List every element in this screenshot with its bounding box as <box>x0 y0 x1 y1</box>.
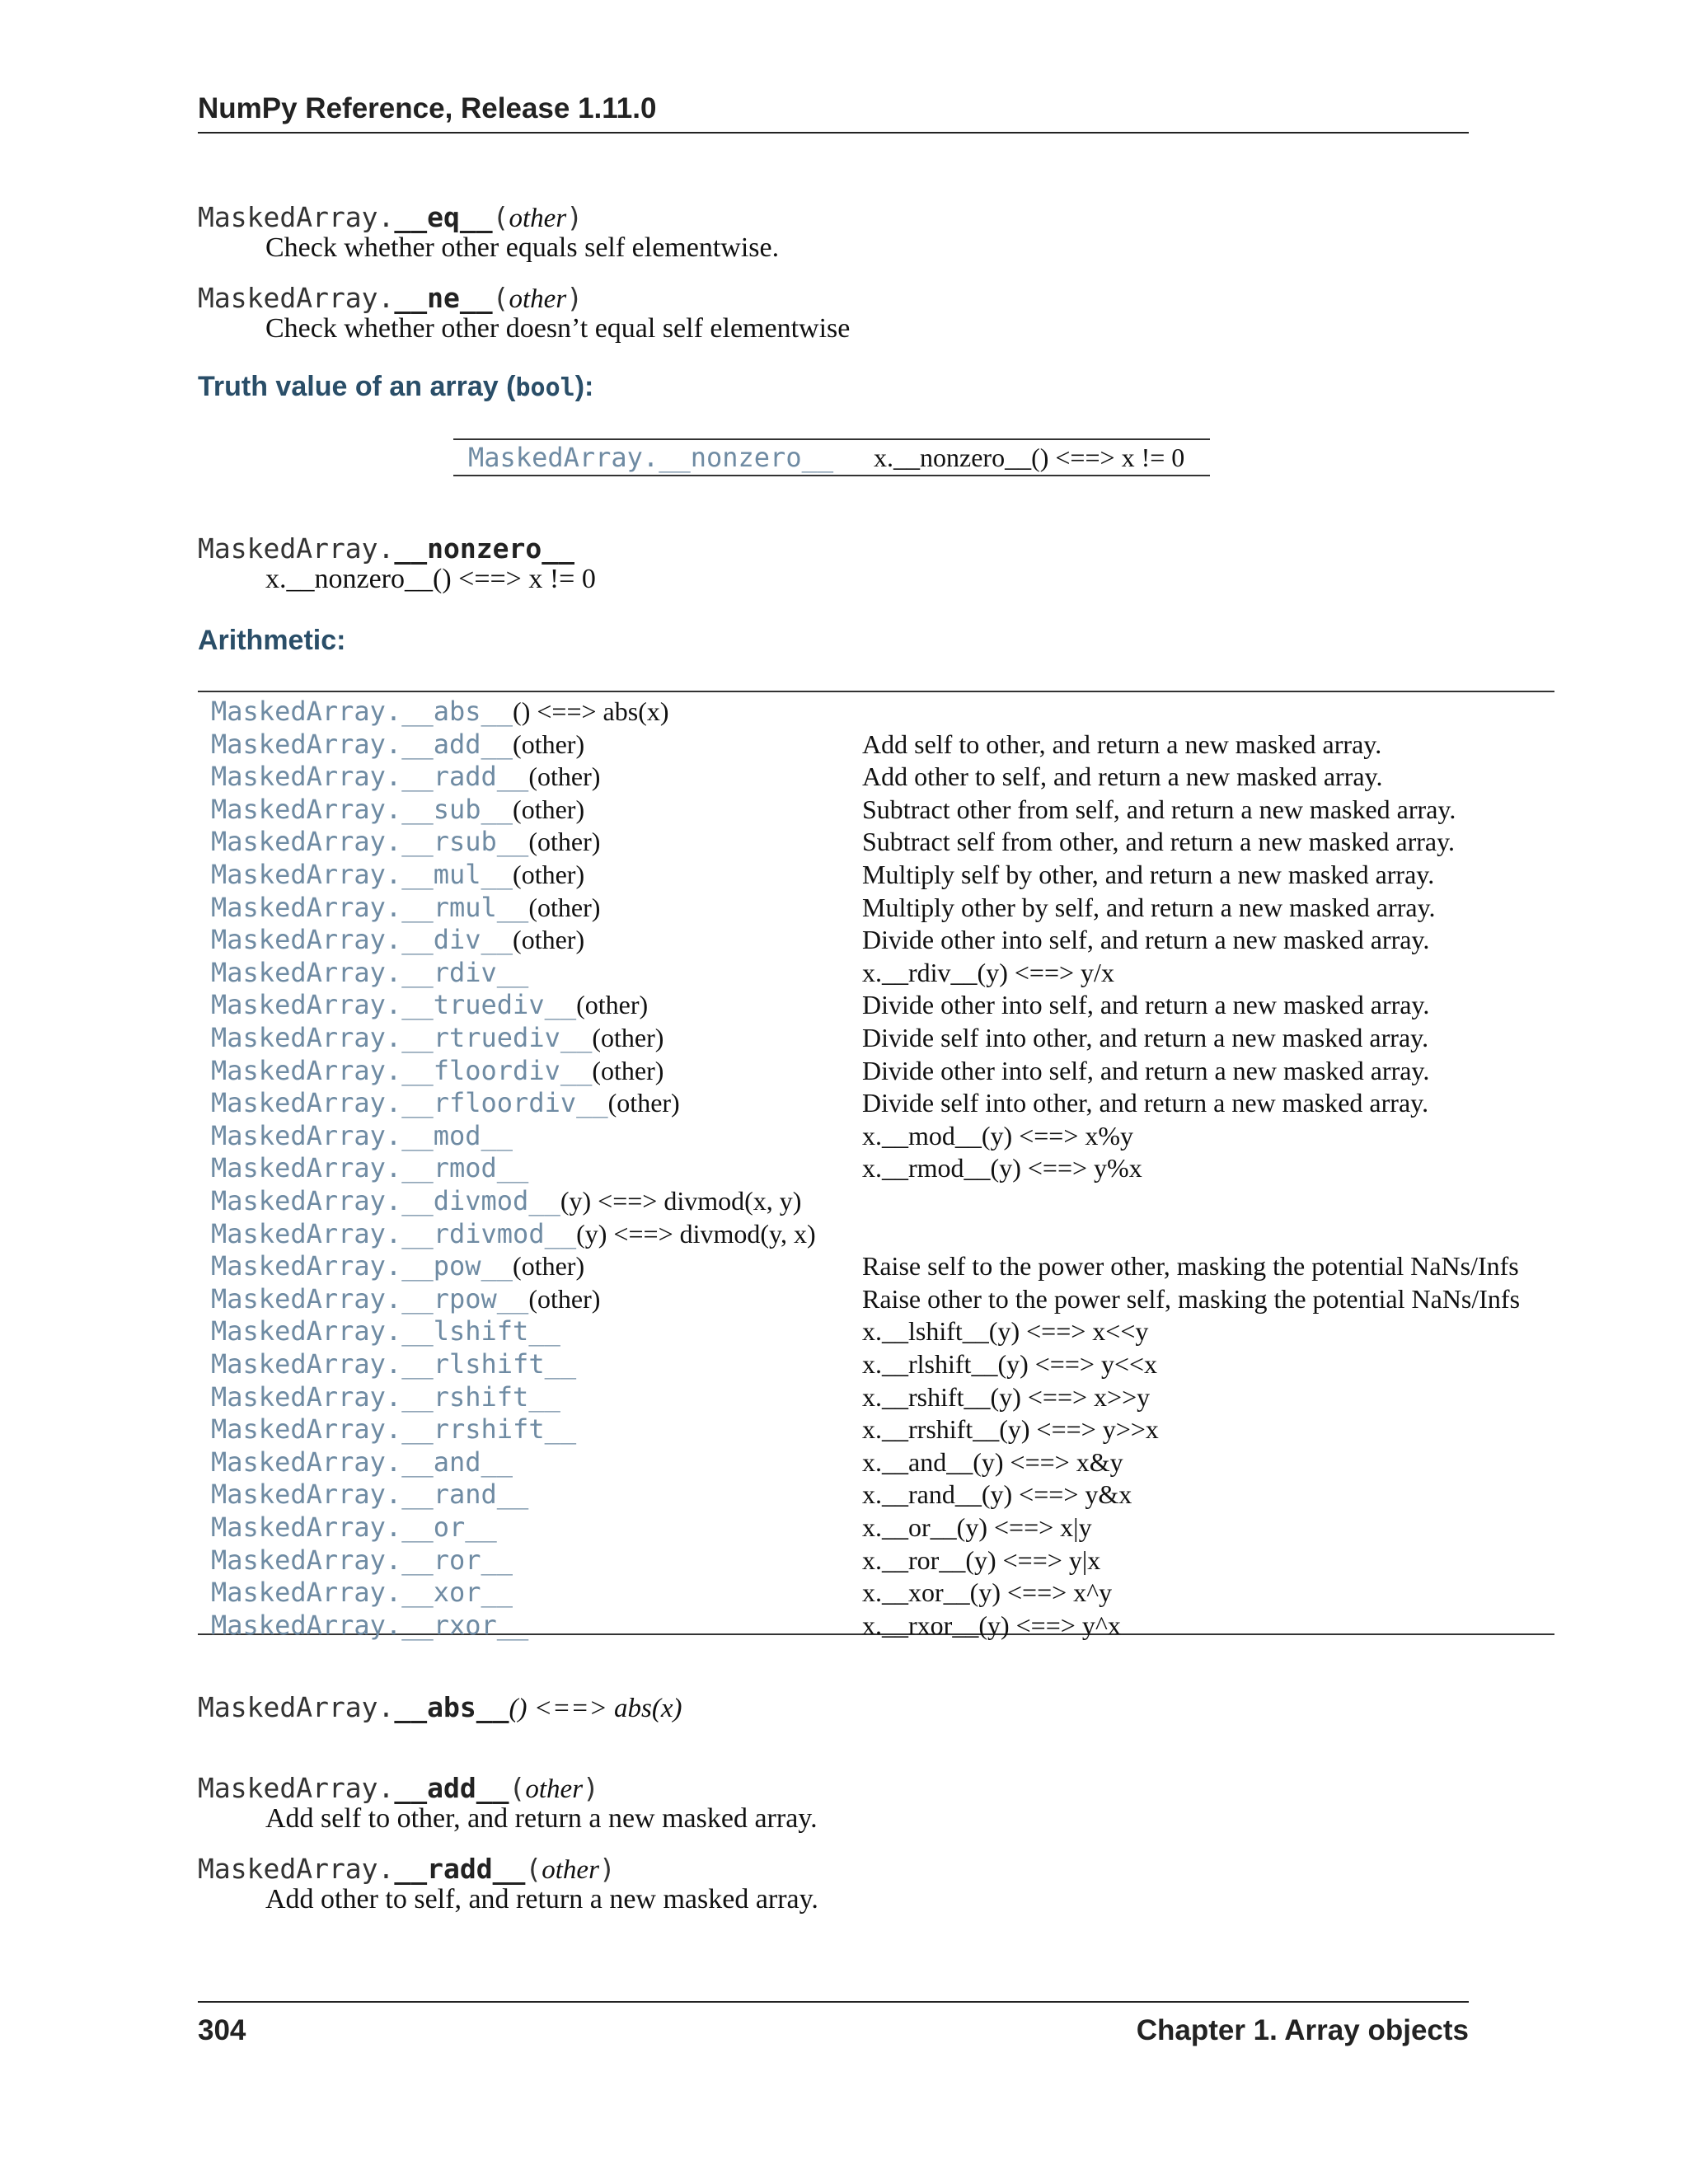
method-link[interactable]: MaskedArray.__xor__ <box>211 1577 513 1609</box>
table-cell-method <box>211 892 600 923</box>
method-link[interactable]: MaskedArray.__rshift__ <box>211 1380 560 1413</box>
signature-eq: MaskedArray.__eq__(other) <box>198 201 584 233</box>
table-row <box>198 729 1554 762</box>
method-link[interactable]: MaskedArray.__ror__ <box>211 1544 513 1576</box>
table-row <box>198 1446 1554 1479</box>
desc-radd: Add other to self, and return a new masked array. <box>265 1884 818 1915</box>
sig-name: __ne__ <box>394 282 493 314</box>
table-row <box>198 1055 1554 1088</box>
method-suffix: (other) <box>513 860 585 889</box>
method-link[interactable]: MaskedArray.__rmul__ <box>211 891 529 923</box>
table-cell-description: x.__rmod__(y) <==> y%x <box>862 1153 1142 1183</box>
table-row <box>198 1610 1554 1643</box>
table-cell-method <box>211 1610 528 1641</box>
table-row <box>198 989 1554 1022</box>
table-cell-method <box>211 826 600 857</box>
table-cell-description: Multiply other by self, and return a new masked array. <box>862 892 1436 922</box>
method-link[interactable]: MaskedArray.__div__ <box>211 924 513 956</box>
sig-name: __radd__ <box>394 1853 526 1885</box>
table-cell-description: Add other to self, and return a new masked array. <box>862 762 1383 792</box>
table-cell-method <box>211 1446 513 1478</box>
signature-add: MaskedArray.__add__(other) <box>198 1772 599 1804</box>
method-link[interactable]: MaskedArray.__rpow__ <box>211 1282 529 1315</box>
table-cell-method <box>211 1479 528 1510</box>
sig-name: __add__ <box>394 1772 509 1804</box>
table-row <box>198 1348 1554 1381</box>
method-link[interactable]: MaskedArray.__or__ <box>211 1511 497 1543</box>
method-link[interactable]: MaskedArray.__abs__ <box>211 696 513 727</box>
table-row <box>198 1413 1554 1446</box>
method-link[interactable]: MaskedArray.__rfloordiv__ <box>211 1087 608 1119</box>
method-suffix: (other) <box>513 1251 585 1282</box>
arithmetic-table <box>198 691 1554 1641</box>
sig-prefix: MaskedArray. <box>198 1772 395 1804</box>
method-link[interactable]: MaskedArray.__floordiv__ <box>211 1054 593 1086</box>
table-row <box>198 957 1554 990</box>
method-suffix: (other) <box>592 1055 664 1085</box>
table-cell-description: Divide other into self, and return a new masked array. <box>862 990 1430 1020</box>
sig-args: other <box>509 284 567 314</box>
page-footer <box>198 2001 1469 2052</box>
section-truth-value <box>198 371 593 403</box>
sig-args: other <box>509 204 567 233</box>
method-link[interactable]: MaskedArray.__radd__ <box>211 761 529 793</box>
table-row <box>198 1152 1554 1185</box>
method-suffix: (other) <box>576 990 649 1020</box>
sig-name: __eq__ <box>394 201 493 233</box>
table-row <box>198 696 1554 729</box>
table-row <box>198 1315 1554 1348</box>
table-row <box>198 1022 1554 1055</box>
desc-eq: Check whether other equals self elementwise. <box>265 232 780 263</box>
table-row <box>198 1544 1554 1577</box>
method-link[interactable]: MaskedArray.__pow__ <box>211 1250 513 1282</box>
table-cell-description: Add self to other, and return a new masked array. <box>862 729 1382 759</box>
section-truth-text: Truth value of an array ( <box>198 371 516 402</box>
method-link[interactable]: MaskedArray.__rlshift__ <box>211 1348 577 1380</box>
table-cell-method <box>211 794 584 825</box>
table-cell-method <box>211 1544 513 1576</box>
table-cell-description: Raise other to the power self, masking the potential NaNs/Infs <box>862 1283 1521 1314</box>
sig-name: __abs__ <box>394 1691 509 1723</box>
table-cell-description: x.__ror__(y) <==> y|x <box>862 1544 1101 1575</box>
table-cell-method <box>211 761 600 792</box>
table-cell-description: Divide self into other, and return a new masked array. <box>862 1023 1429 1052</box>
table-cell-method <box>211 989 648 1020</box>
table-cell-method <box>211 1348 576 1380</box>
method-suffix: (other) <box>513 925 585 955</box>
table-cell-method <box>211 1511 497 1543</box>
method-link[interactable]: MaskedArray.__mul__ <box>211 859 513 890</box>
table-cell-method <box>211 1022 663 1053</box>
method-link[interactable]: MaskedArray.__rxor__ <box>211 1609 529 1641</box>
desc-nonzero: x.__nonzero__() <==> x != 0 <box>265 564 596 594</box>
chapter-title: Chapter 1. Array objects <box>1136 2014 1469 2046</box>
signature-abs <box>198 1691 682 1724</box>
table-cell-description: x.__rand__(y) <==> y&x <box>862 1479 1132 1510</box>
table-cell-method <box>211 1087 680 1118</box>
table-cell-method <box>211 1218 816 1249</box>
table-cell-method <box>211 1577 513 1608</box>
method-link[interactable]: MaskedArray.__rmod__ <box>211 1152 529 1184</box>
bool-table-link[interactable]: MaskedArray.__nonzero__ <box>468 442 834 473</box>
method-suffix: (other) <box>528 762 601 792</box>
table-cell-description: Divide other into self, and return a new masked array. <box>862 925 1430 955</box>
table-cell-method <box>211 1055 663 1086</box>
table-cell-method <box>211 1381 560 1413</box>
table-cell-method <box>211 1283 600 1315</box>
sig-prefix: MaskedArray. <box>198 1853 395 1885</box>
table-cell-description: x.__or__(y) <==> x|y <box>862 1512 1092 1542</box>
sig-prefix: MaskedArray. <box>198 201 395 233</box>
table-cell-description: x.__lshift__(y) <==> x<<y <box>862 1316 1149 1347</box>
signature-radd: MaskedArray.__radd__(other) <box>198 1853 616 1885</box>
table-cell-description: x.__rdiv__(y) <==> y/x <box>862 957 1114 987</box>
table-cell-method <box>211 1185 801 1216</box>
method-suffix: (other) <box>528 827 601 857</box>
table-cell-method <box>211 924 584 955</box>
section-truth-suffix: ): <box>574 371 594 402</box>
header-title: NumPy Reference, Release 1.11.0 <box>198 92 657 124</box>
method-link[interactable]: MaskedArray.__add__ <box>211 728 513 760</box>
method-suffix: (other) <box>528 892 601 922</box>
table-row <box>198 1185 1554 1218</box>
table-cell-method <box>211 957 528 988</box>
table-row <box>198 794 1554 827</box>
method-suffix: (other) <box>528 1283 601 1314</box>
table-cell-method <box>211 729 584 760</box>
table-cell-method <box>211 1250 584 1282</box>
table-row <box>198 826 1554 859</box>
signature-ne: MaskedArray.__ne__(other) <box>198 282 584 314</box>
desc-ne: Check whether other doesn’t equal self elementwise <box>265 313 851 344</box>
method-link[interactable]: MaskedArray.__rrshift__ <box>211 1413 577 1446</box>
table-cell-method <box>211 859 584 890</box>
table-cell-description: x.__rshift__(y) <==> x>>y <box>862 1381 1151 1412</box>
method-link[interactable]: MaskedArray.__rsub__ <box>211 826 529 858</box>
table-row <box>198 859 1554 892</box>
method-link[interactable]: MaskedArray.__divmod__ <box>211 1185 560 1216</box>
table-row <box>198 1381 1554 1414</box>
method-link[interactable]: MaskedArray.__and__ <box>211 1446 513 1478</box>
table-row <box>198 761 1554 794</box>
method-suffix: (other) <box>607 1088 680 1118</box>
sig-name: __nonzero__ <box>394 532 574 565</box>
bool-table-desc: x.__nonzero__() <==> x != 0 <box>874 443 1185 472</box>
method-link[interactable]: MaskedArray.__mod__ <box>211 1119 513 1151</box>
table-cell-method <box>211 1315 560 1347</box>
page-number: 304 <box>198 2014 246 2046</box>
table-cell-description: Raise self to the power other, masking the potential NaNs/Infs <box>862 1251 1519 1282</box>
method-suffix: (other) <box>592 1023 664 1052</box>
method-suffix: (other) <box>513 729 585 759</box>
table-cell-description: x.__rrshift__(y) <==> y>>x <box>862 1414 1159 1445</box>
method-link[interactable]: MaskedArray.__rand__ <box>211 1479 529 1511</box>
sig-prefix: MaskedArray. <box>198 1691 395 1723</box>
table-cell-method <box>211 1413 576 1445</box>
table-row <box>198 1511 1554 1544</box>
method-link[interactable]: MaskedArray.__sub__ <box>211 793 513 825</box>
method-suffix: () <==> abs(x) <box>513 696 669 726</box>
table-cell-description: x.__and__(y) <==> x&y <box>862 1446 1123 1477</box>
table-cell-description: Divide self into other, and return a new masked array. <box>862 1088 1429 1118</box>
table-row <box>198 1250 1554 1283</box>
table-row <box>198 924 1554 957</box>
table-row <box>198 1577 1554 1610</box>
sig-args: () <==> abs(x) <box>509 1694 682 1723</box>
table-cell-description: Divide other into self, and return a new masked array. <box>862 1055 1430 1085</box>
bool-table <box>453 438 1210 476</box>
sig-args: other <box>542 1855 599 1885</box>
section-truth-code: bool <box>515 373 575 402</box>
method-suffix: (y) <==> divmod(x, y) <box>560 1186 802 1216</box>
table-cell-description: Subtract other from self, and return a new masked array. <box>862 794 1456 824</box>
page-header <box>198 92 1469 134</box>
table-cell-description: x.__rlshift__(y) <==> y<<x <box>862 1349 1158 1379</box>
table-cell-description: x.__mod__(y) <==> x%y <box>862 1120 1134 1151</box>
signature-nonzero <box>198 532 574 565</box>
table-row <box>198 1283 1554 1316</box>
sig-args: other <box>525 1774 584 1804</box>
table-row <box>198 1120 1554 1153</box>
table-cell-description: x.__xor__(y) <==> x^y <box>862 1577 1113 1608</box>
method-link[interactable]: MaskedArray.__truediv__ <box>211 989 577 1021</box>
table-cell-description: x.__rxor__(y) <==> y^x <box>862 1610 1121 1640</box>
table-row <box>198 1479 1554 1511</box>
table-cell-method <box>211 696 669 727</box>
sig-prefix: MaskedArray. <box>198 282 395 314</box>
table-row <box>198 1218 1554 1251</box>
table-cell-description: Multiply self by other, and return a new masked array. <box>862 860 1435 889</box>
method-suffix: (other) <box>513 794 585 824</box>
desc-add: Add self to other, and return a new masked array. <box>265 1803 818 1834</box>
table-cell-method <box>211 1152 528 1183</box>
sig-prefix: MaskedArray. <box>198 532 395 565</box>
method-link[interactable]: MaskedArray.__rdivmod__ <box>211 1217 577 1249</box>
method-link[interactable]: MaskedArray.__rdiv__ <box>211 956 529 988</box>
table-cell-method <box>211 1120 513 1151</box>
method-link[interactable]: MaskedArray.__lshift__ <box>211 1315 560 1347</box>
method-link[interactable]: MaskedArray.__rtruediv__ <box>211 1022 593 1053</box>
method-suffix: (y) <==> divmod(y, x) <box>576 1218 816 1249</box>
table-row <box>198 892 1554 925</box>
table-cell-description: Subtract self from other, and return a new masked array. <box>862 827 1456 857</box>
section-arithmetic: Arithmetic: <box>198 625 346 656</box>
table-row <box>198 1087 1554 1120</box>
